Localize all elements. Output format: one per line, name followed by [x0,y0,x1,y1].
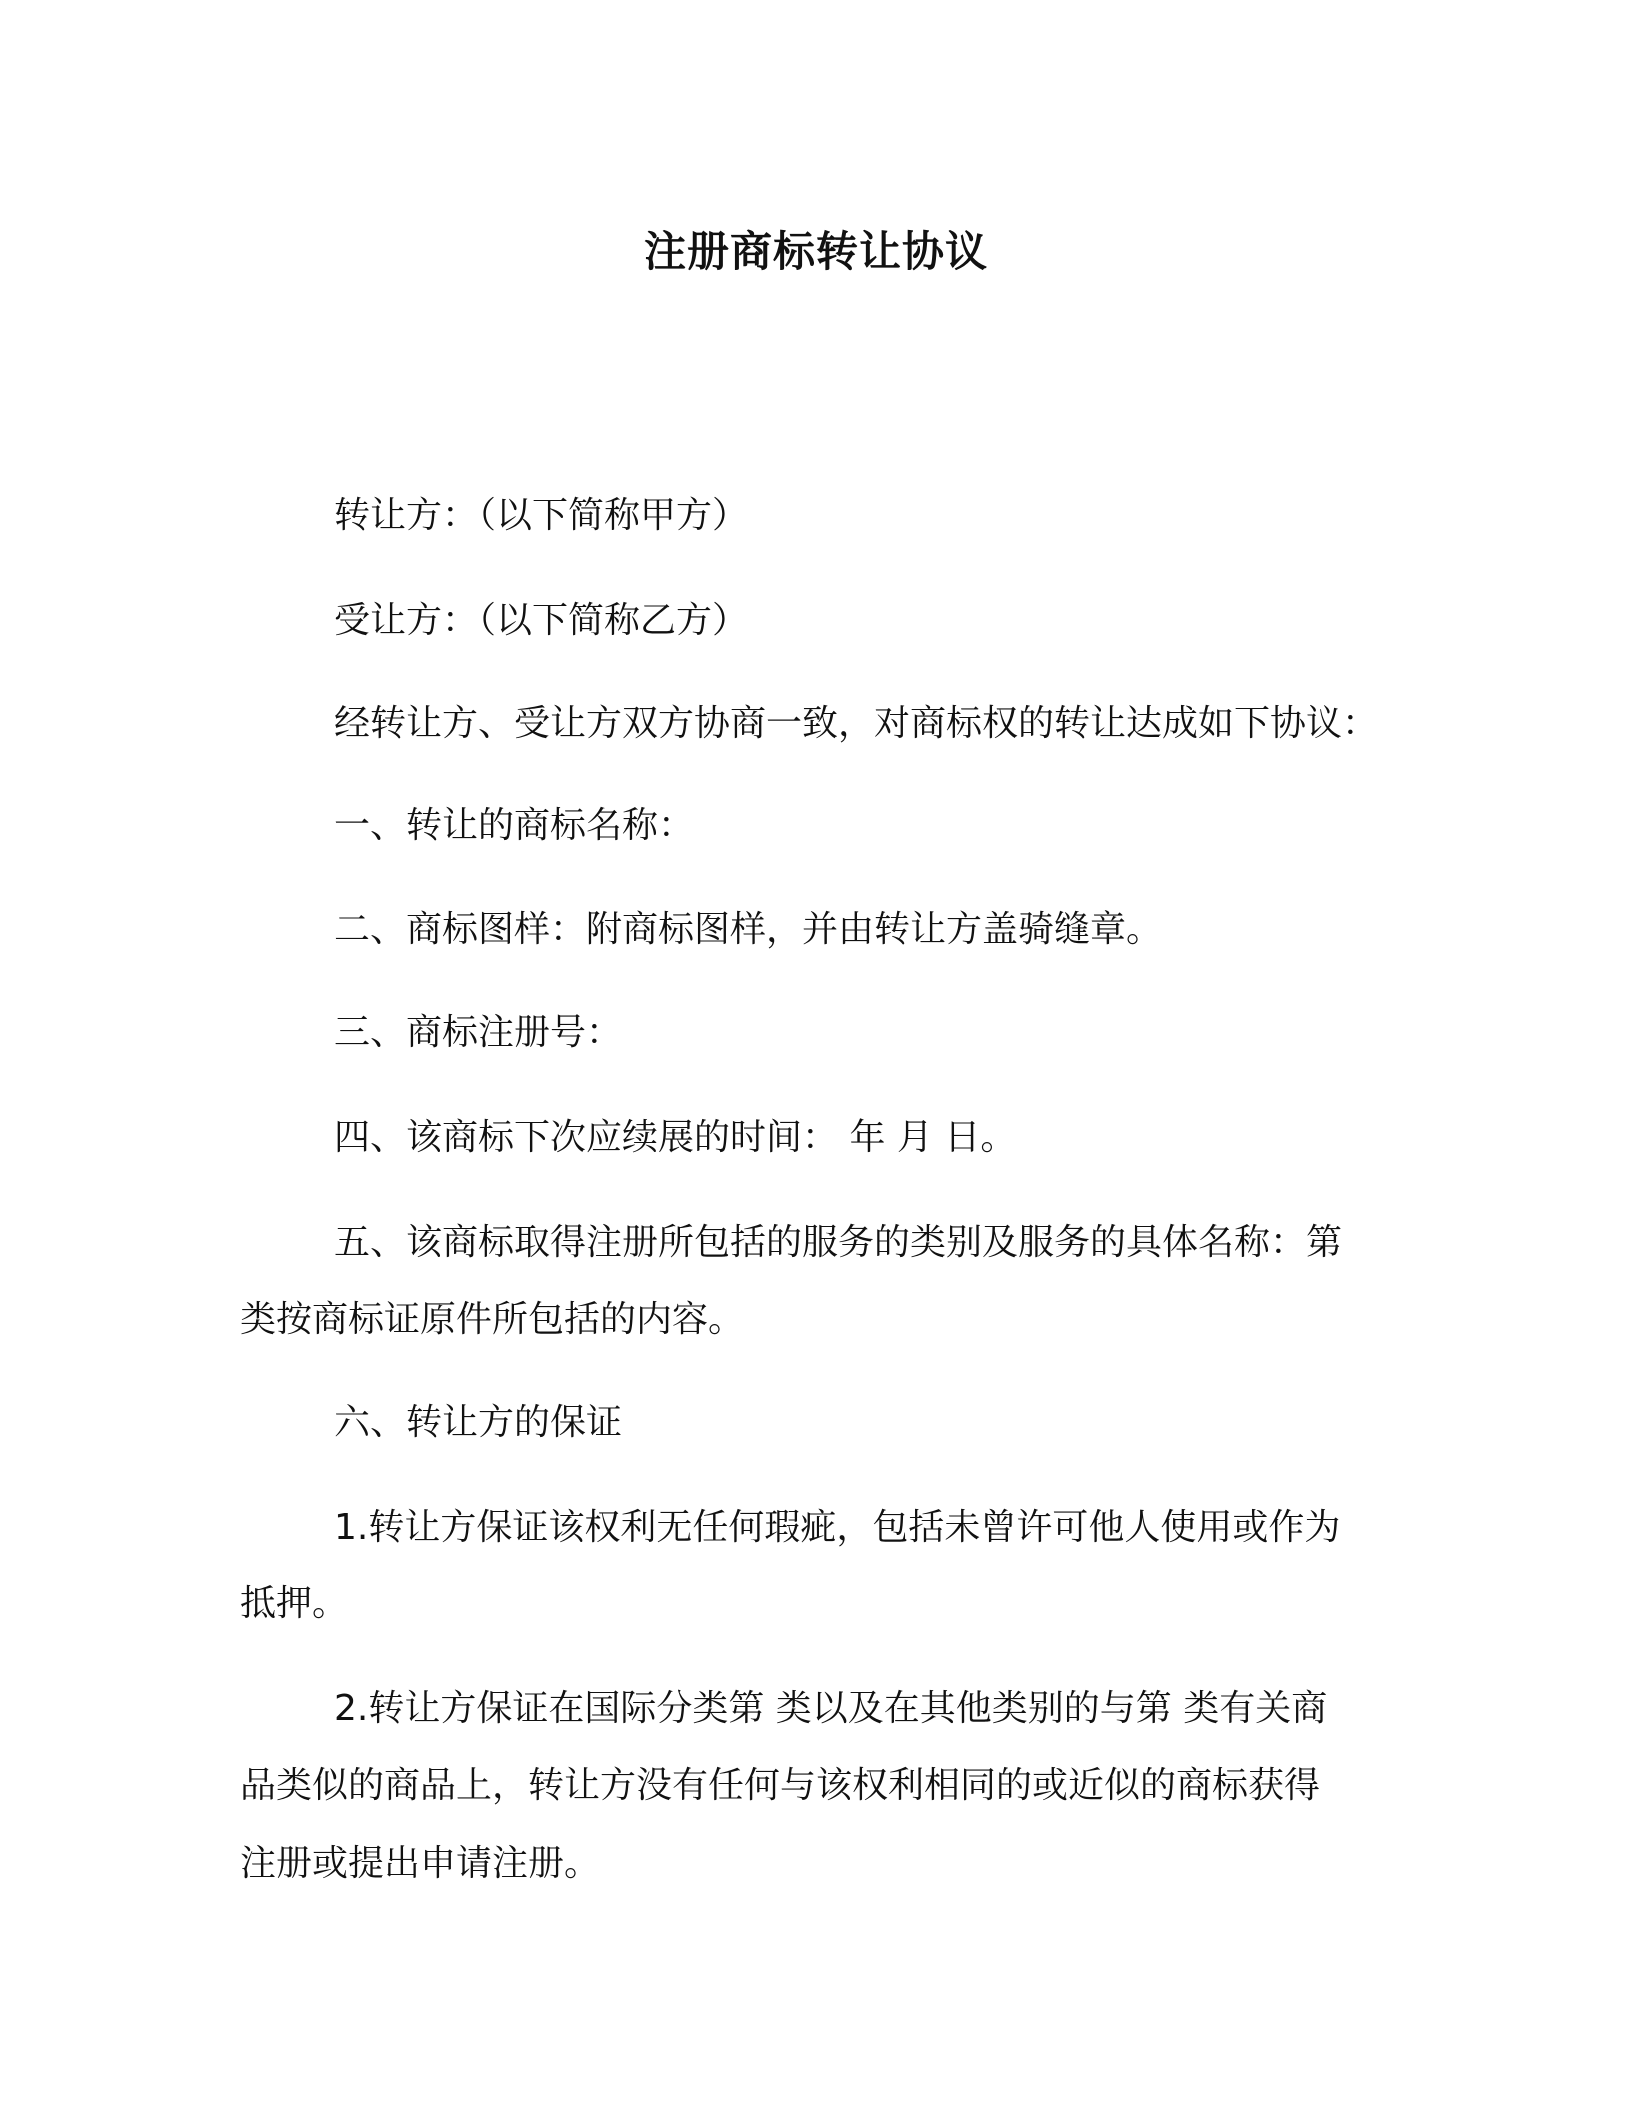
clause-6-heading: 六、转让方的保证 [334,1402,623,1443]
clause-5-line-1: 五、该商标取得注册所包括的服务的类别及服务的具体名称：第 [334,1222,1343,1263]
clause-5-line-2: 类按商标证原件所包括的内容。 [240,1299,745,1340]
clause-4: 四、该商标下次应续展的时间： 年 月 日。 [334,1117,1017,1158]
document-title: 注册商标转让协议 [643,227,988,276]
clause-6-item-2-line-2: 品类似的商品上，转让方没有任何与该权利相同的或近似的商标获得 [240,1765,1321,1806]
clause-1: 一、转让的商标名称： [334,805,695,846]
clause-6-item-2-line-1: 2.转让方保证在国际分类第 类以及在其他类别的与第 类有关商 [334,1688,1328,1729]
clause-3: 三、商标注册号： [334,1012,623,1053]
clause-6-item-2-line-3: 注册或提出申请注册。 [240,1843,601,1884]
clause-2: 二、商标图样：附商标图样，并由转让方盖骑缝章。 [334,909,1163,950]
transferee-line: 受让方：（以下简称乙方） [334,600,749,641]
clause-6-item-1-line-1: 1.转让方保证该权利无任何瑕疵，包括未曾许可他人使用或作为 [334,1507,1341,1548]
transferor-line: 转让方：（以下简称甲方） [334,495,749,536]
clause-6-item-1-line-2: 抵押。 [240,1583,349,1624]
agreement-intro: 经转让方、受让方双方协商一致，对商标权的转让达成如下协议： [334,703,1379,744]
